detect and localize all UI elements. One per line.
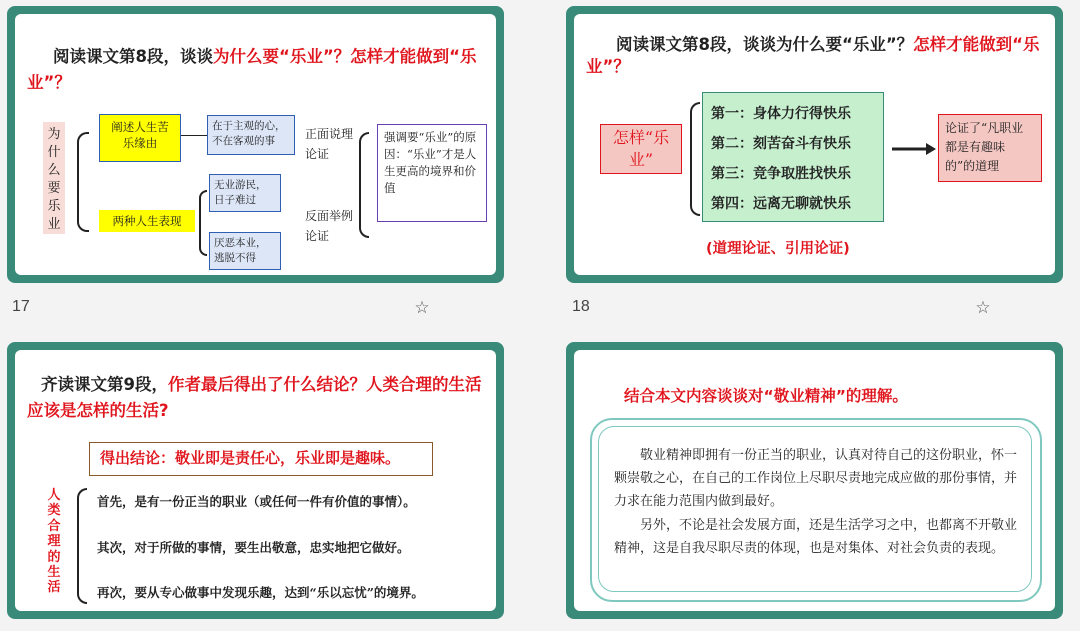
life-line: 再次，要从专心做事中发现乐趣，达到“乐以忘忧”的境界。 <box>97 585 424 600</box>
conclusion-box: 得出结论：敬业即是责任心，乐业即是趣味。 <box>89 442 433 476</box>
method-item: 第二：刻苦奋斗有快乐 <box>711 136 851 152</box>
brace <box>77 488 87 604</box>
title-text: 阅读课文第8段，谈谈为什么要“乐业”？ <box>616 35 914 54</box>
connector <box>181 135 207 136</box>
slide-20[interactable] <box>566 342 1063 619</box>
methods-box <box>702 92 884 222</box>
brace-main <box>77 132 89 232</box>
title-highlight: 怎样才能做到“乐业”？ <box>586 35 1040 76</box>
method-item: 第一：身体力行得快乐 <box>711 106 851 122</box>
arrow-right-icon <box>892 139 936 159</box>
slide-18-content <box>574 14 1055 275</box>
slide-19-content <box>15 350 496 611</box>
argument-note: (道理论证、引用论证) <box>706 241 850 257</box>
result-box: 论证了“凡职业都是有趣味的”的道理 <box>938 114 1042 182</box>
slide-19[interactable] <box>7 342 504 619</box>
box-jobless: 无业游民，日子难过 <box>209 174 281 212</box>
life-line: 首先，是有一份正当的职业（或任何一件有价值的事情）。 <box>97 494 416 509</box>
slide-title <box>27 372 496 424</box>
star-outline-icon[interactable]: ☆ <box>975 298 991 318</box>
brace-result <box>359 132 369 238</box>
title-highlight: 为什么要“乐业”？怎样才能做到“乐业”？ <box>27 47 477 92</box>
box-two-lives: 两种人生表现 <box>99 210 195 232</box>
slide-title <box>586 34 1055 78</box>
label-positive: 正面说理论证 <box>305 127 354 161</box>
box-reason: 阐述人生苦乐缘由 <box>99 114 181 162</box>
life-line: 其次，对于所做的事情，要生出敬意，忠实地把它做好。 <box>97 540 410 555</box>
box-dislike: 厌恶本业，逃脱不得 <box>209 232 281 270</box>
brace <box>690 102 700 216</box>
side-label: 人类合理的生活 <box>47 488 61 596</box>
paragraph: 敬业精神即拥有一份正当的职业，认真对待自己的这份职业，怀一颗崇敬之心，在自己的工作岗位上尽职尽责地完成应做的那份事情，并力求在能力范围内做到最好。 <box>614 448 1018 509</box>
slide-title: 结合本文内容谈谈对“敬业精神”的理解。 <box>624 387 908 405</box>
label-negative: 反面举例论证 <box>305 209 354 243</box>
title-text: 阅读课文第8段，谈谈 <box>53 47 213 66</box>
box-result: 强调要“乐业”的原因：“乐业”才是人生更高的境界和价值 <box>377 124 487 222</box>
method-item: 第三：竞争取胜找快乐 <box>711 166 851 182</box>
brace-two-lives <box>199 190 207 256</box>
box-subjective: 在于主观的心，不在客观的事 <box>207 115 295 155</box>
slide-17-content <box>15 14 496 275</box>
title-highlight: 作者最后得出了什么结论？人类合理的生活应该是怎样的生活? <box>27 375 482 420</box>
slide-number: 17 <box>12 298 30 315</box>
how-label: 怎样“乐业” <box>600 124 682 174</box>
paragraph: 另外，不论是社会发展方面，还是生活学习之中，也都离不开敬业精神，这是自我尽职尽责的体现，也是对集体、对社会负责的表现。 <box>614 518 1018 556</box>
method-item: 第四：远离无聊就快乐 <box>711 196 851 212</box>
why-label: 为什么要乐业 <box>43 122 65 234</box>
slide-title <box>27 44 496 96</box>
slide-18[interactable] <box>566 6 1063 283</box>
slide-number: 18 <box>572 298 590 315</box>
slide-17[interactable] <box>7 6 504 283</box>
title-text: 齐读课文第9段， <box>41 375 168 394</box>
star-outline-icon[interactable]: ☆ <box>414 298 430 318</box>
slide-20-content <box>574 350 1055 611</box>
